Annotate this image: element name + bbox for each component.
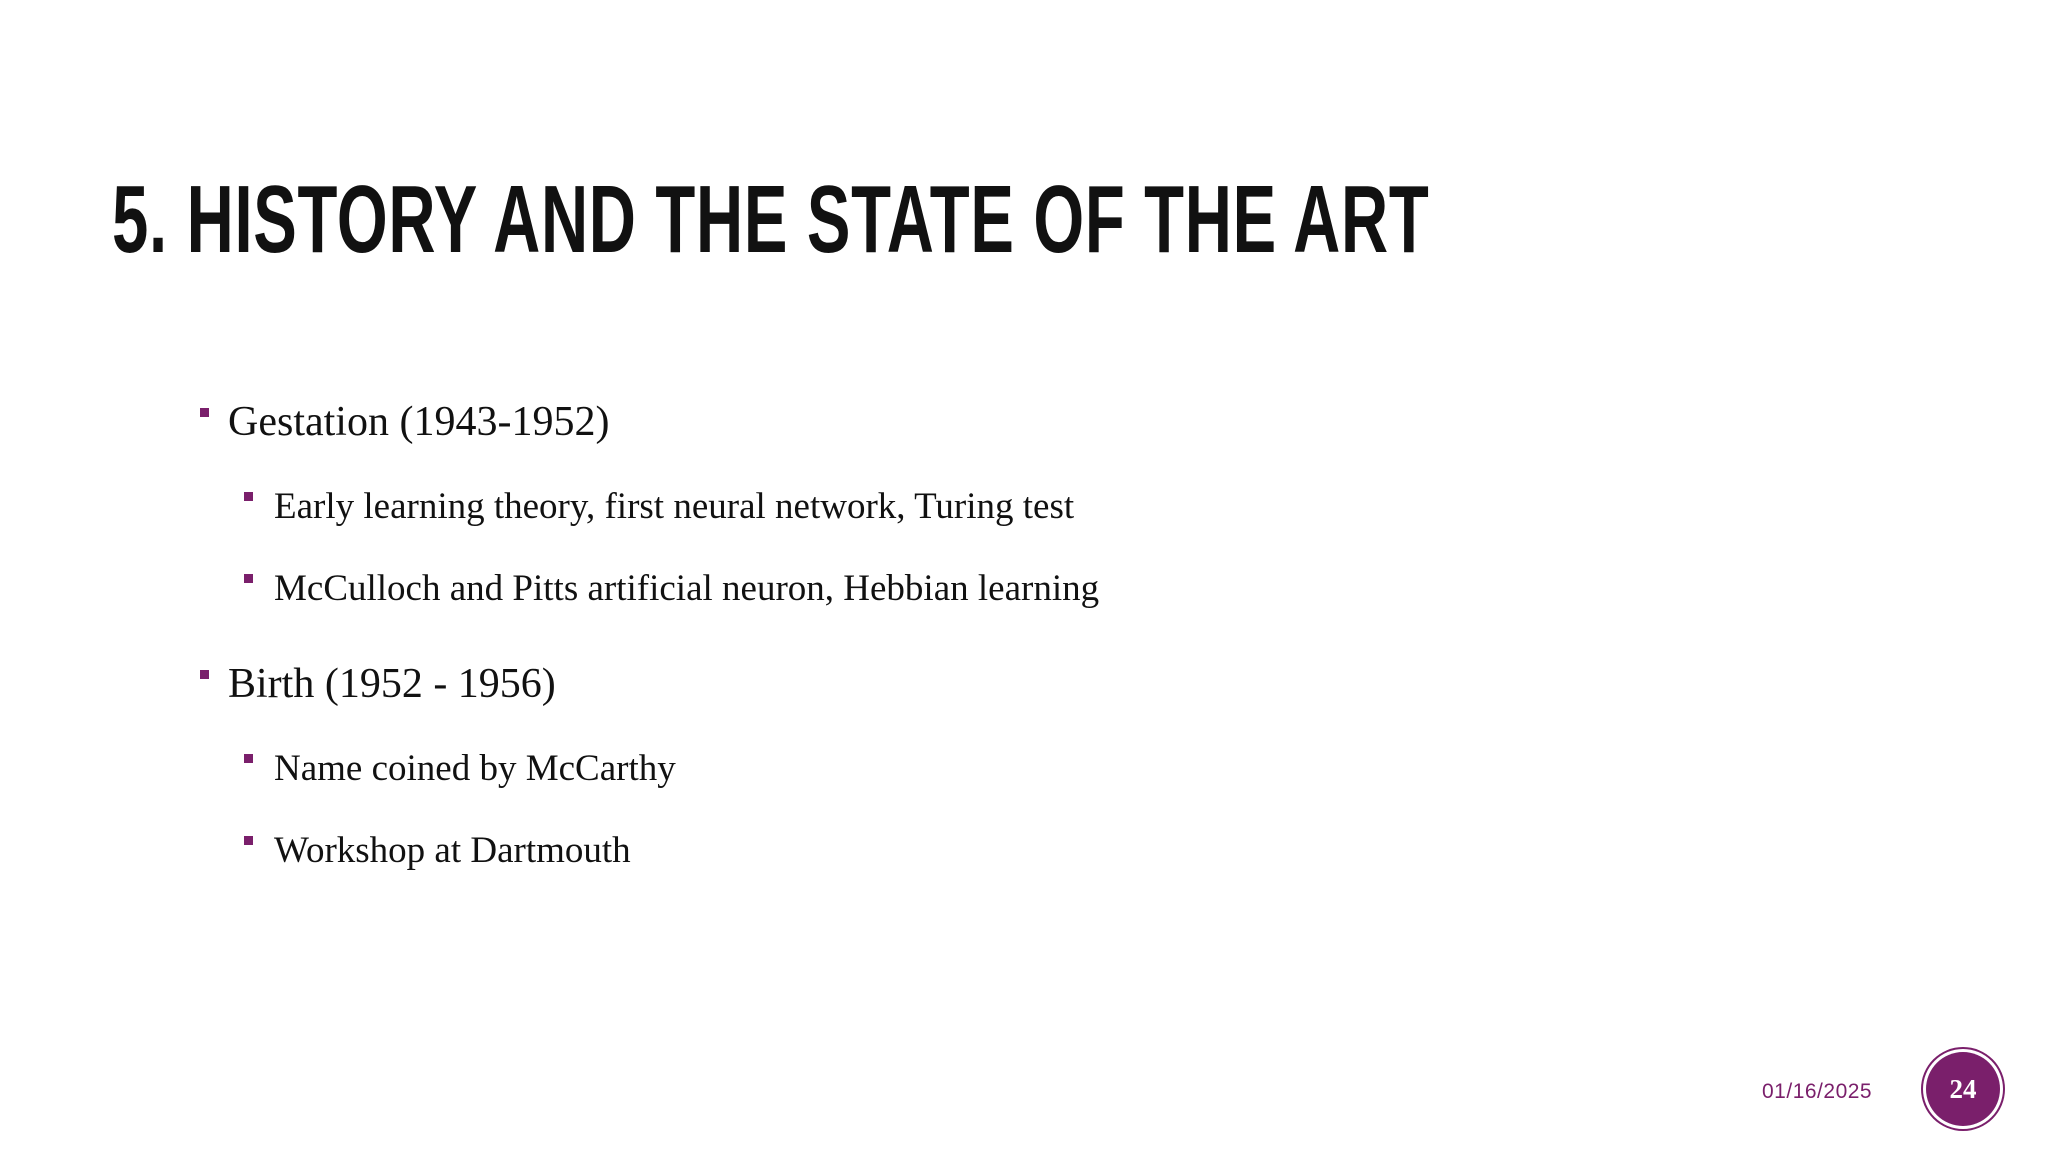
sub-bullet-text: McCulloch and Pitts artificial neuron, Hebbian learning bbox=[274, 568, 1100, 609]
sub-bullet-item bbox=[244, 478, 1800, 536]
square-bullet-icon bbox=[200, 670, 209, 679]
page-number: 24 bbox=[1949, 1073, 1977, 1104]
square-bullet-icon bbox=[244, 492, 253, 501]
bullet-text: Birth (1952 - 1956) bbox=[228, 661, 556, 707]
sub-bullet-item bbox=[244, 560, 1800, 618]
square-bullet-icon bbox=[200, 408, 209, 417]
bullet-list bbox=[200, 390, 1800, 880]
square-bullet-icon bbox=[244, 574, 253, 583]
sub-bullet-text: Workshop at Dartmouth bbox=[274, 830, 631, 871]
bullet-item-birth bbox=[200, 652, 1800, 716]
sub-bullet-item bbox=[244, 822, 1800, 880]
footer-date: 01/16/2025 bbox=[1762, 1080, 1873, 1103]
square-bullet-icon bbox=[244, 836, 253, 845]
square-bullet-icon bbox=[244, 754, 253, 763]
page-number-badge bbox=[1926, 1052, 2000, 1126]
bullet-item-gestation bbox=[200, 390, 1800, 454]
sub-bullet-item bbox=[244, 740, 1800, 798]
sub-bullet-text: Name coined by McCarthy bbox=[274, 748, 676, 789]
slide-title: 5. HISTORY AND THE STATE OF THE ART bbox=[112, 166, 1430, 273]
bullet-text: Gestation (1943-1952) bbox=[228, 399, 610, 445]
sub-bullet-text: Early learning theory, first neural network, Turing test bbox=[274, 486, 1075, 527]
